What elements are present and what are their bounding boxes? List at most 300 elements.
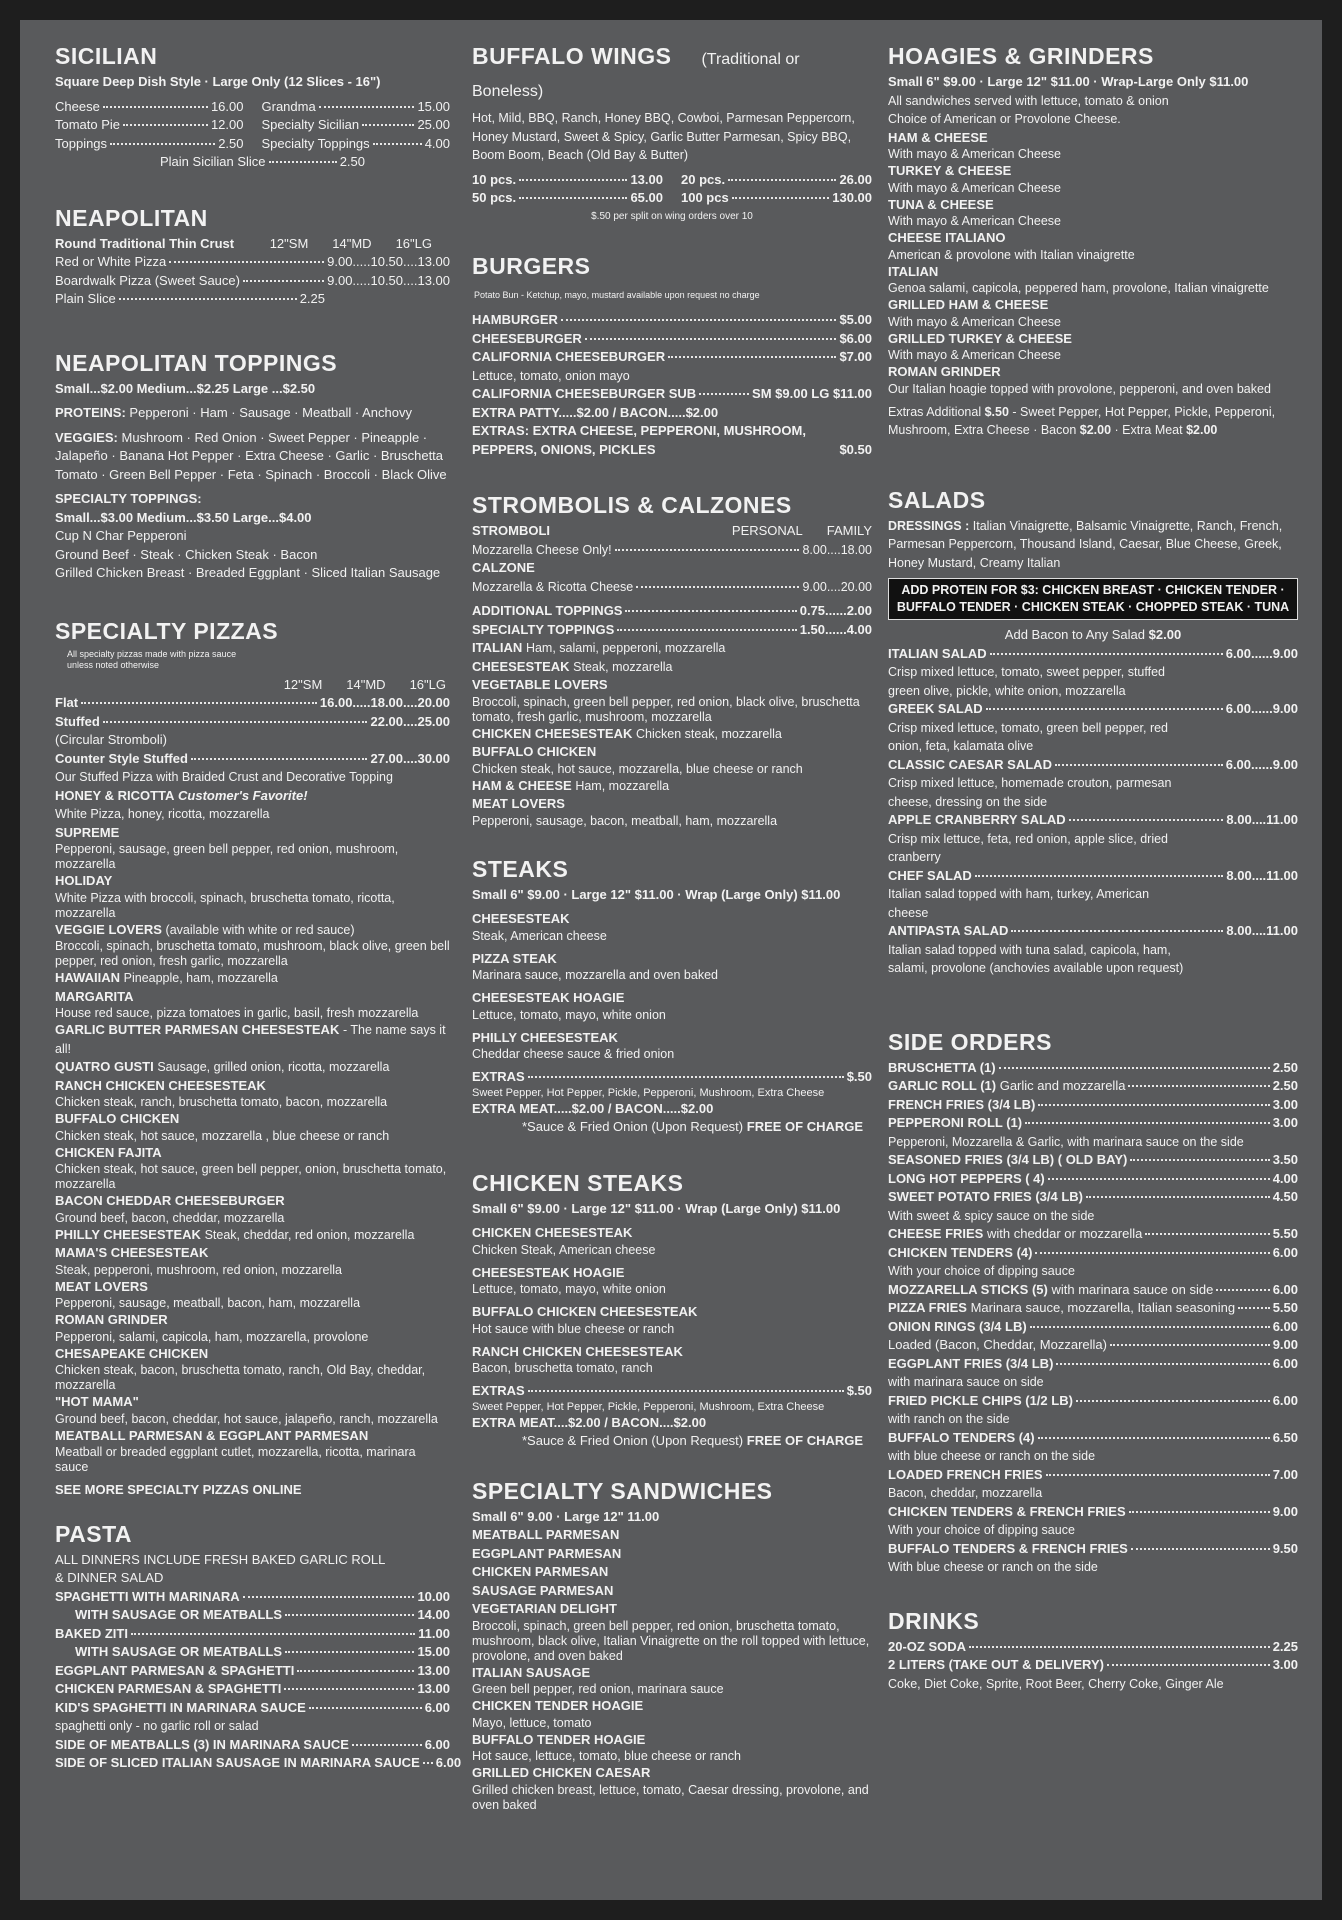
menu-item: HAMBURGER $5.00 [472,312,872,327]
menu-item [472,1731,872,1765]
wings-section [472,42,872,226]
menu-item: Grandma 15.00 [261,98,450,114]
sandwiches-section [472,1477,872,1813]
item-name: CHICKEN PARMESAN [472,1564,609,1579]
section-title: STROMBOLIS & CALZONES [472,492,792,518]
item-name: BACON CHEDDAR CHEESEBURGER [55,1193,285,1208]
menu-item [888,867,1298,886]
section-title: SICILIAN [55,43,158,69]
menu-item [888,1318,1298,1337]
item-name: SPAGHETTI WITH MARINARA [55,1588,240,1604]
item-name: RANCH CHICKEN CHEESESTEAK [472,1343,683,1359]
menu-item [888,296,1298,330]
leader-dots [1216,1289,1269,1291]
item-desc: Hot sauce with blue cheese or ranch [472,1321,675,1336]
toppings-section [55,349,450,583]
leader-dots [975,875,1224,877]
menu-item [472,1545,872,1564]
menu-item [888,1466,1298,1485]
extra-meat: EXTRA MEAT.....$2.00 / BACON.....$2.00 [472,1100,714,1116]
item-title: PEPPERONI ROLL (1) [888,1115,1023,1130]
menu-item: CHEESEBURGER $6.00 [472,330,872,346]
item-name: PIZZA STEAK [472,950,557,966]
item-price: 6.00......9.00 [1225,645,1298,661]
veggies: VEGGIES: Mushroom · Red Onion · Sweet Pepper · Pineapple · Jalapeño · Banana Hot Pepper · Extra Cheese · Garlic · Bruschetta Tomato · Green Bell Pepper · Feta · Spinach · Broccoli · Black Olive [55,429,447,482]
item-name: HOLIDAY [55,873,113,888]
wing-split-note: $.50 per split on wing orders over 10 [591,210,753,222]
menu-item [888,1540,1298,1559]
item-line [472,1731,872,1750]
item-name: CHICKEN FAJITA [55,1144,162,1160]
menu-item: Tomato Pie 12.00 [55,117,244,132]
steaks-section [472,855,872,1137]
item-name: HAM & CHEESE [888,129,988,145]
item-name: GRILLED TURKEY & CHEESE [888,330,1072,346]
drink-list: Coke, Diet Coke, Sprite, Root Beer, Cherry Coke, Ginger Ale [888,1676,1224,1691]
leader-dots [1038,1104,1269,1106]
item-price: 6.00 [424,1699,450,1715]
menu-item [472,1764,872,1813]
item-line [472,1764,872,1783]
menu-item [472,950,872,984]
wing-flavors: Hot, Mild, BBQ, Ranch, Honey BBQ, Cowboi, Parmesan Peppercorn, Honey Mustard, Sweet & Spicy, Garlic Butter Parmesan, Spicy BBQ, Boom Boom, Beach (Old Bay & Butter) [472,111,855,162]
item-desc: with ranch on the side [888,1412,1010,1426]
item-name: "HOT MAMA" [55,1394,139,1409]
leader-dots [1145,1233,1269,1235]
menu-item: 20 pcs. 26.00 [681,171,872,187]
item-line [472,658,872,677]
menu-item [55,1021,450,1058]
item-line [472,1664,872,1683]
leader-dots [1076,1400,1270,1402]
section-title: NEAPOLITAN TOPPINGS [55,349,338,376]
item-title: CHEESE FRIES [888,1226,984,1241]
section-title: PASTA [55,1520,133,1547]
specialty-topping: Cup N Char Pepperoni [55,528,187,543]
menu-item [472,910,872,944]
item-desc: Lettuce, tomato, mayo, white onion [472,1282,666,1296]
item-desc: with blue cheese or ranch on the side [888,1449,1096,1463]
leader-dots [1035,1252,1269,1254]
item-desc: Lettuce, tomato, onion mayo [472,368,630,383]
item-name: BUFFALO CHICKEN [472,744,597,759]
item-line [55,1427,450,1446]
extras-list: Sweet Pepper, Hot Pepper, Pickle, Pepperoni, Mushroom, Extra Cheese [472,1086,825,1099]
item-price: 7.00 [1272,1466,1298,1482]
item-desc: Meatball or breaded eggplant cutlet, mozzarella, ricotta, marinara sauce [55,1445,416,1474]
menu-item [888,1299,1298,1318]
leader-dots [1086,1196,1270,1198]
item-line [472,910,872,929]
item-name [888,1336,1107,1355]
hoagie-prices: Small 6" $9.00 · Large 12" $11.00 · Wrap-Large Only $11.00 [888,74,1249,89]
item-desc: Chicken Steak, American cheese [472,1242,656,1257]
menu-item [888,162,1298,196]
item-title: LONG HOT PEPPERS ( 4) [888,1170,1045,1186]
hoagies-section [888,42,1298,440]
menu-item: SIDE OF SLICED ITALIAN SAUSAGE IN MARINARA SAUCE 6.00 [55,1755,462,1770]
item-desc: Crisp mixed lettuce, tomato, sweet pepper, stuffed green olive, pickle, white onion, mozzarella [888,665,1165,698]
item-line [472,1526,872,1545]
menu-item [472,1343,872,1377]
item-desc: With mayo & American Cheese [888,314,1061,329]
item-name: ITALIAN SALAD [888,645,987,661]
item-line [472,1303,872,1322]
item-line [472,777,872,796]
leader-dots [297,1670,414,1672]
menu-item [888,1225,1298,1244]
item-desc: Chicken steak, hot sauce, mozzarella , blue cheese or ranch [55,1128,390,1143]
item-price: 6.00 [1272,1281,1298,1297]
item-line [472,1264,872,1283]
item-price: 4.00 [1272,1170,1298,1186]
item-line [55,1393,450,1412]
item-name [888,1151,1127,1170]
leader-dots [309,1707,422,1709]
item-inline-desc: Chicken steak, mozzarella [635,726,782,741]
item-desc: Broccoli, spinach, green bell pepper, red onion, black olive, bruschetta tomato, fresh garlic, mushroom, mozzarella [472,694,860,724]
item-name [888,1096,1035,1115]
menu-item [472,1264,872,1298]
item-name: QUATRO GUSTI [55,1059,154,1074]
item-inline-desc: with cheddar or mozzarella [986,1226,1143,1241]
menu-item [888,1392,1298,1411]
section-title: SIDE ORDERS [888,1028,1052,1055]
leader-dots [1128,1085,1269,1087]
item-name: APPLE CRANBERRY SALAD [888,812,1066,827]
item-name: EGGPLANT PARMESAN & SPAGHETTI [55,1662,295,1678]
specialty-pizza-list [55,824,450,1476]
see-more-link[interactable]: SEE MORE SPECIALTY PIZZAS ONLINE [55,1482,302,1497]
sicilian-section [55,42,450,172]
menu-item: SPECIALTY TOPPINGS 1.50......4.00 [472,621,872,637]
menu-item: SIDE OF MEATBALLS (3) IN MARINARA SAUCE 6.00 [55,1736,450,1752]
item-inline-desc: Ham, mozzarella [575,778,670,793]
menu-item [472,1582,872,1601]
strombolis-section [472,491,872,829]
item-name: GRILLED HAM & CHEESE [888,297,1049,312]
item-name: BUFFALO CHICKEN CHEESESTEAK [472,1304,698,1319]
item-line [472,676,872,695]
item-name: CHEESE ITALIANO [888,230,1006,245]
item-name: HAWAIIAN [55,970,120,985]
menu-item [888,263,1298,297]
pasta-intro: ALL DINNERS INCLUDE FRESH BAKED GARLIC ROLL [55,1551,386,1567]
item-price: 9.50 [1272,1540,1298,1556]
extras-list: Sweet Pepper, Hot Pepper, Pickle, Pepperoni, Mushroom, Extra Cheese [472,1400,825,1413]
dressings: DRESSINGS : Italian Vinaigrette, Balsamic Vinaigrette, Ranch, French, Parmesan Peppercorn, Thousand Island, Caesar, Blue Cheese, Greek, Honey Mustard, Creamy Italian [888,518,1283,570]
menu-item: 20-OZ SODA 2.25 [888,1638,1298,1654]
size-header: 12"SM 14"MD 16"LG [269,235,432,251]
item-title: SEASONED FRIES (3/4 LB) ( OLD BAY) [888,1152,1128,1167]
item-price: 3.50 [1272,1152,1298,1167]
item-desc: With mayo & American Cheese [888,348,1061,362]
item-name: MEATBALL PARMESAN & EGGPLANT PARMESAN [55,1427,369,1443]
menu-item [888,922,1298,941]
menu-item [55,1110,450,1144]
item-name: ANTIPASTA SALAD [888,923,1009,938]
item-line [472,743,872,762]
item-name: MEATBALL PARMESAN [472,1527,620,1542]
leader-dots [1238,1307,1270,1309]
item-price: 6.00 [1272,1318,1298,1334]
menu-item: Cheese 16.00 [55,98,244,114]
leader-dots [243,1596,415,1598]
menu-item: Stuffed 22.00....25.00 [55,713,450,729]
item-desc: Pepperoni, salami, capicola, ham, mozzarella, provolone [55,1329,369,1344]
item-name: SAUSAGE PARMESAN [472,1582,614,1598]
item-line [55,872,450,891]
item-inline-desc: (available with white or red sauce) [165,922,355,937]
menu-item [888,700,1298,719]
neapolitan-section [55,204,450,309]
leader-dots [1055,764,1223,766]
size-header: 12"SM 14"MD 16"LG [283,676,446,692]
menu-item: ADDITIONAL TOPPINGS 0.75......2.00 [472,603,872,618]
item-inline-desc: Sausage, grilled onion, ricotta, mozzarella [157,1060,390,1074]
item-line [55,1110,450,1129]
menu-item [888,363,1298,397]
menu-item [472,1697,872,1731]
item-name: CHICKEN TENDER HOAGIE [472,1698,644,1713]
item-name: ROMAN GRINDER [888,364,1001,379]
menu-item [888,1429,1298,1448]
steaks-list [472,910,872,1062]
item-desc: Italian salad topped with ham, turkey, American cheese [888,887,1150,920]
menu-item: Mozzarella Cheese Only! 8.00....18.00 [472,542,872,557]
specialty-toppings-prices: Small...$3.00 Medium...$3.50 Large...$4.00 [55,509,312,525]
leader-dots [1130,1159,1269,1161]
item-line [55,1311,450,1330]
menu-item: Specialty Sicilian 25.00 [261,117,450,132]
item-name [888,1299,1235,1318]
free-note: *Sauce & Fried Onion (Upon Request) FREE OF CHARGE [522,1433,864,1448]
item-title: BUFFALO TENDERS (4) [888,1429,1035,1445]
item-name: CHICKEN CHEESESTEAK [472,1225,633,1240]
menu-item [888,1336,1298,1355]
leader-dots [1030,1326,1270,1328]
item-price: 8.00....11.00 [1226,812,1298,827]
section-subtitle: Square Deep Dish Style · Large Only (12 Slices - 16") [55,74,381,89]
item-name: CHEF SALAD [888,867,972,883]
menu-item [55,872,450,921]
item-title: EGGPLANT FRIES (3/4 LB) [888,1355,1054,1371]
menu-item [472,1664,872,1698]
sandwich-prices: Small 6" 9.00 · Large 12" 11.00 [472,1508,660,1524]
section-title: SPECIALTY PIZZASAll specialty pizzas made with pizza sauce unless noted otherwise [55,617,279,671]
item-desc: White Pizza with broccoli, spinach, bruschetta tomato, ricotta, mozzarella [55,890,395,920]
proteins: PROTEINS: Pepperoni · Ham · Sausage · Meatball · Anchovy [55,405,412,420]
item-line [472,989,872,1008]
item-line [55,1144,450,1163]
toppings-prices: Small...$2.00 Medium...$2.25 Large ...$2.50 [55,380,316,396]
menu-item [888,1170,1298,1189]
item-price: 6.00 [1272,1392,1298,1408]
menu-item [55,1625,450,1644]
item-desc: With mayo & American Cheese [888,214,1061,228]
menu-item: Toppings 2.50 [55,135,244,151]
item-name: CHEESESTEAK HOAGIE [472,1264,625,1280]
item-name: VEGGIE LOVERS [55,921,162,937]
menu-item: Boardwalk Pizza (Sweet Sauce) 9.00.....10.50....13.00 [55,272,450,288]
item-desc: Pepperoni, sausage, bacon, meatball, ham, mozzarella [472,813,778,828]
menu-item [55,824,450,873]
item-price: 13.00 [417,1662,450,1678]
menu-item [55,988,450,1022]
menu-item [472,725,872,744]
item-line [888,229,1298,248]
item-desc: Pepperoni, sausage, green bell pepper, red onion, mushroom, mozzarella [55,842,399,871]
item-name [888,1540,1128,1559]
item-desc: Pepperoni, Mozzarella & Garlic, with marinara sauce on the side [888,1134,1244,1149]
leader-dots [1025,1122,1270,1124]
item-name: MEAT LOVERS [55,1278,148,1294]
item-line [55,824,450,843]
item-desc: With sweet & spicy sauce on the side [888,1208,1095,1223]
menu-item [888,1503,1298,1522]
item-price: 8.00....11.00 [1226,923,1298,938]
item-name: HAM & CHEESE [472,777,572,793]
item-line [55,1278,450,1297]
item-desc: Steak, pepperoni, mushroom, red onion, mozzarella [55,1262,342,1277]
menu-item [55,1588,450,1607]
menu-item [472,1563,872,1582]
section-title: BURGERSPotato Bun - Ketchup, mayo, mustard available upon request no charge [472,253,760,301]
menu-item: Plain Slice 2.25 [55,291,325,306]
leader-dots [131,1633,415,1635]
item-name [888,1281,1213,1300]
menu-column-left [55,42,462,1799]
menu-item: HONEY & RICOTTA Customer's Favorite! [55,787,308,803]
menu-item: CALIFORNIA CHEESEBURGER SUB SM $9.00 LG $11.00 [472,386,872,401]
item-name [888,1188,1083,1207]
item-desc: Grilled chicken breast, lettuce, tomato, Caesar dressing, provolone, and oven baked [472,1782,869,1812]
extra-patty: EXTRA PATTY.....$2.00 / BACON.....$2.00 [472,404,719,420]
item-price: 9.00 [1272,1503,1298,1519]
item-line [888,363,1298,382]
item-name: VEGETABLE LOVERS [472,677,608,692]
item-price: 3.00 [1272,1096,1298,1112]
menu-item: CALIFORNIA CHEESEBURGER $7.00 [472,349,872,364]
item-name: CHEESESTEAK [472,911,570,926]
item-desc: With mayo & American Cheese [888,147,1061,161]
item-title: FRIED PICKLE CHIPS (1/2 LB) [888,1392,1073,1408]
menu-item [888,1355,1298,1374]
menu-item [888,1281,1298,1300]
menu-item: Counter Style Stuffed 27.00....30.00 [55,750,450,766]
leader-dots [999,1067,1270,1069]
item-name: TUNA & CHEESE [888,196,994,212]
item-desc: Crisp mixed lettuce, homemade crouton, parmesan cheese, dressing on the side [888,776,1172,809]
specialty-pizzas-section [55,617,450,1500]
item-desc: Broccoli, spinach, bruschetta tomato, mushroom, black olive, green bell pepper, red onion, fresh garlic, mozzarella [55,939,450,968]
menu-item [888,1188,1298,1207]
menu-item [55,1077,450,1111]
item-name: KID'S SPAGHETTI IN MARINARA SAUCE [55,1699,306,1715]
menu-item [888,811,1298,830]
menu-item [472,1303,872,1337]
item-desc: Hot sauce, lettuce, tomato, blue cheese or ranch [472,1749,741,1763]
item-name: CHEESESTEAK [472,658,570,674]
section-title: NEAPOLITAN [55,204,208,231]
item-note: (Circular Stromboli) [55,732,167,747]
pasta-list [55,1588,450,1718]
item-desc: Mayo, lettuce, tomato [472,1715,592,1730]
sandwiches-list [472,1526,872,1813]
item-desc: Italian salad topped with tuna salad, capicola, ham, salami, provolone (anchovies available upon request) [888,942,1184,975]
menu-item: EXTRAS $.50 [472,1383,872,1398]
hoagie-intro: All sandwiches served with lettuce, tomato & onion [888,93,1169,108]
item-line [472,1563,872,1582]
section-title: SALADS [888,486,986,513]
item-line [472,1582,872,1601]
item-name: BAKED ZITI [55,1625,128,1641]
item-title: BUFFALO TENDERS & FRENCH FRIES [888,1540,1128,1556]
item-line [888,129,1298,148]
item-name: MEAT LOVERS [472,796,565,811]
menu-item: EXTRAS $.50 [472,1069,872,1084]
menu-item [472,658,872,677]
item-desc: With your choice of dipping sauce [888,1264,1075,1278]
item-inline-desc: - The name says it all! [55,1023,446,1056]
item-desc: Ground beef, bacon, cheddar, mozzarella [55,1210,285,1225]
item-price: 2.50 [1272,1078,1298,1093]
item-line [888,196,1298,215]
item-note: spaghetti only - no garlic roll or salad [55,1719,259,1733]
menu-item [55,1345,450,1394]
menu-item [472,1600,872,1664]
item-name [888,1503,1126,1522]
item-desc: Bacon, bruschetta tomato, ranch [472,1361,653,1375]
menu-page [20,20,1322,1900]
item-name [888,1429,1035,1448]
item-line [888,162,1298,181]
item-line [55,1244,450,1263]
item-line [888,296,1298,315]
calzone-label: CALZONE [472,560,535,575]
extra-meat: EXTRA MEAT....$2.00 / BACON....$2.00 [472,1414,707,1430]
item-name: PHILLY CHEESESTEAK [472,1029,618,1045]
side-orders-section [888,1028,1298,1577]
menu-item [888,229,1298,263]
item-name: ITALIAN [472,640,523,655]
item-line [472,1600,872,1619]
item-desc: White Pizza, honey, ricotta, mozzarella [55,807,270,821]
item-desc: American & provolone with Italian vinaigrette [888,247,1135,262]
item-name: CLASSIC CAESAR SALAD [888,756,1052,772]
item-name: TURKEY & CHEESE [888,163,1012,178]
menu-item [888,1077,1298,1096]
item-desc: Ground beef, bacon, cheddar, hot sauce, jalapeño, ranch, mozzarella [55,1411,438,1426]
item-price: 5.50 [1272,1226,1298,1241]
item-line [472,1545,872,1564]
item-line [472,1343,872,1362]
leader-dots [1129,1511,1270,1513]
item-title: FRENCH FRIES (3/4 LB) [888,1096,1036,1112]
menu-item [55,1144,450,1193]
menu-item [888,330,1298,364]
item-price: 4.50 [1272,1189,1298,1204]
item-price: 13.00 [417,1681,450,1696]
leader-dots [990,653,1223,655]
item-desc: Chicken steak, ranch, bruschetta tomato, bacon, mozzarella [55,1095,388,1109]
stromboli-label: STROMBOLI [472,523,550,538]
menu-item [472,777,872,796]
size-header: PERSONAL FAMILY [731,523,872,538]
item-inline-desc: Steak, cheddar, red onion, mozzarella [204,1227,415,1242]
menu-item [472,1029,872,1063]
item-name [888,1114,1022,1133]
